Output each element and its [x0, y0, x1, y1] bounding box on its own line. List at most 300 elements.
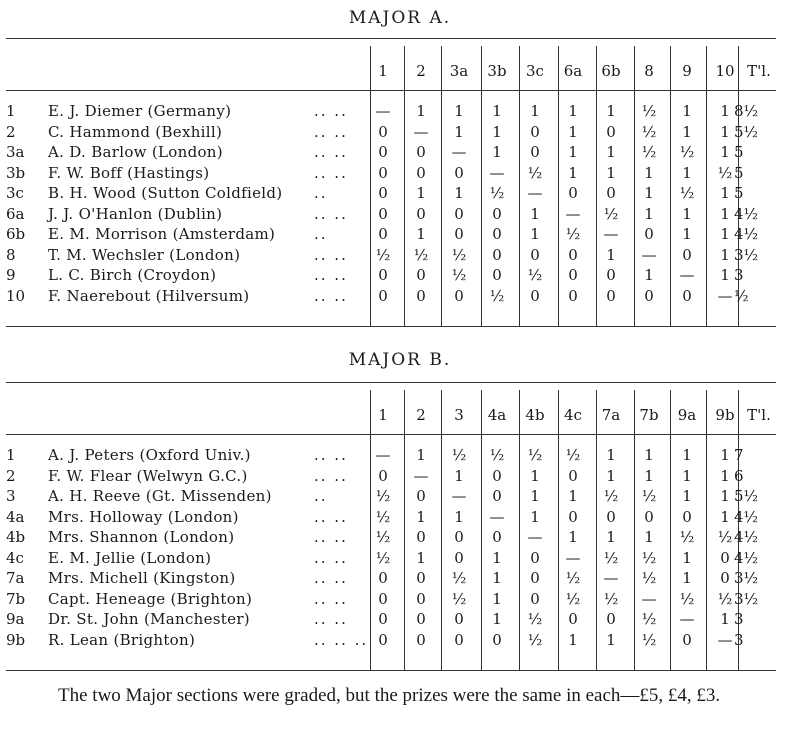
score-cell: 0 [568, 245, 578, 264]
score-cell: ½ [641, 569, 657, 587]
section-title-major-a: MAJOR A. [348, 8, 452, 28]
score-cell: 1 [682, 122, 692, 141]
score-cell: 1 [720, 507, 730, 526]
player-name: E. M. Morrison (Amsterdam) [48, 225, 276, 243]
leader-dots: .. .. [314, 245, 348, 264]
score-cell: ½ [565, 225, 581, 243]
column-header: 3a [449, 62, 469, 80]
leader-dots: .. .. [314, 163, 348, 182]
score-cell: — [489, 507, 505, 526]
score-cell: 1 [530, 204, 540, 223]
column-header: 4a [487, 406, 507, 424]
score-cell: 0 [454, 528, 464, 546]
player-position: 3c [6, 184, 24, 202]
player-name: C. Hammond (Bexhill) [48, 122, 223, 141]
score-cell: — [413, 466, 429, 485]
score-cell: 1 [644, 204, 654, 223]
score-cell: 1 [492, 102, 502, 120]
leader-dots: .. [314, 487, 328, 505]
score-cell: 1 [720, 466, 730, 485]
total-header: T'l. [747, 406, 771, 424]
player-row [6, 205, 776, 225]
score-cell: 1 [492, 548, 502, 567]
player-row [6, 569, 776, 589]
score-cell: 1 [682, 487, 692, 505]
player-position: 2 [6, 466, 16, 485]
score-cell: — [451, 143, 467, 161]
player-total: 7 [734, 446, 744, 464]
score-cell: 1 [454, 102, 464, 120]
score-cell: 0 [378, 630, 388, 649]
leader-dots: .. .. [314, 548, 348, 567]
table-top-rule [6, 38, 776, 39]
player-row [6, 184, 776, 204]
score-cell: ½ [375, 507, 391, 526]
score-cell: 1 [568, 528, 578, 546]
leader-dots: .. .. [314, 569, 348, 587]
score-cell: 1 [492, 569, 502, 587]
score-cell: 0 [378, 225, 388, 243]
column-header: 7a [601, 406, 621, 424]
leader-dots: .. .. [314, 204, 348, 223]
player-position: 2 [6, 122, 16, 141]
score-cell: ½ [641, 548, 657, 567]
score-cell: 0 [378, 466, 388, 485]
player-name: Mrs. Holloway (London) [48, 507, 239, 526]
score-cell: 1 [606, 446, 616, 464]
score-cell: 1 [530, 466, 540, 485]
player-position: 4b [6, 528, 26, 546]
score-cell: 0 [378, 184, 388, 202]
score-cell: 1 [720, 184, 730, 202]
player-total: 4½ [734, 204, 759, 223]
score-cell: 1 [720, 225, 730, 243]
player-position: 9a [6, 610, 25, 628]
player-name: A. H. Reeve (Gt. Missenden) [48, 487, 272, 505]
score-cell: 0 [454, 548, 464, 567]
score-cell: 0 [568, 266, 578, 284]
score-cell: ½ [451, 589, 467, 608]
score-cell: 0 [454, 204, 464, 223]
player-total: 4½ [734, 507, 759, 526]
score-cell: 1 [416, 184, 426, 202]
score-cell: 0 [416, 286, 426, 305]
score-cell: 0 [492, 225, 502, 243]
score-cell: — [717, 630, 733, 649]
player-name: E. J. Diemer (Germany) [48, 102, 232, 120]
score-cell: — [641, 589, 657, 608]
score-cell: — [565, 204, 581, 223]
score-cell: 1 [492, 143, 502, 161]
player-total: 5 [734, 184, 744, 202]
player-position: 3a [6, 143, 25, 161]
score-cell: 1 [606, 245, 616, 264]
score-cell: ½ [717, 528, 733, 546]
score-cell: 1 [644, 184, 654, 202]
player-position: 7b [6, 589, 26, 608]
score-cell: ½ [641, 102, 657, 120]
score-cell: 0 [530, 589, 540, 608]
score-cell: 1 [682, 466, 692, 485]
score-cell: ½ [451, 245, 467, 264]
score-cell: ½ [603, 589, 619, 608]
score-cell: ½ [679, 184, 695, 202]
player-row [6, 287, 776, 307]
leader-dots: .. .. [314, 589, 348, 608]
score-cell: 0 [416, 630, 426, 649]
leader-dots: .. .. [314, 466, 348, 485]
player-total: 5 [734, 143, 744, 161]
score-cell: 1 [568, 143, 578, 161]
score-cell: 0 [416, 589, 426, 608]
score-cell: ½ [489, 446, 505, 464]
player-total: 3 [734, 610, 744, 628]
score-cell: 0 [530, 286, 540, 305]
leader-dots: .. .. [314, 446, 348, 464]
score-cell: 1 [568, 122, 578, 141]
score-cell: 0 [530, 569, 540, 587]
leader-dots: .. .. [314, 102, 348, 120]
player-position: 1 [6, 102, 16, 120]
table-bottom-rule [6, 670, 776, 671]
score-cell: 1 [416, 507, 426, 526]
score-cell: ½ [527, 446, 543, 464]
score-cell: 1 [416, 548, 426, 567]
score-cell: 1 [530, 102, 540, 120]
score-cell: 1 [720, 143, 730, 161]
player-name: B. H. Wood (Sutton Coldfield) [48, 184, 283, 202]
score-cell: ½ [375, 245, 391, 264]
score-cell: 0 [682, 630, 692, 649]
score-cell: ½ [641, 122, 657, 141]
score-cell: 0 [492, 487, 502, 505]
score-cell: 1 [530, 507, 540, 526]
score-cell: ½ [527, 630, 543, 649]
score-cell: 1 [720, 122, 730, 141]
leader-dots: .. .. [314, 286, 348, 305]
player-total: 4½ [734, 225, 759, 243]
score-cell: 0 [454, 163, 464, 182]
player-total: 5½ [734, 122, 759, 141]
score-cell: 0 [530, 245, 540, 264]
player-total: 3½ [734, 589, 759, 608]
score-cell: 1 [644, 446, 654, 464]
player-total: ½ [734, 286, 749, 305]
score-cell: ½ [603, 487, 619, 505]
score-cell: — [717, 286, 733, 305]
column-header: 9a [677, 406, 697, 424]
player-row [6, 508, 776, 528]
score-cell: 1 [644, 266, 654, 284]
score-cell: 1 [682, 225, 692, 243]
score-cell: 0 [416, 528, 426, 546]
player-row [6, 164, 776, 184]
score-cell: 1 [606, 163, 616, 182]
score-cell: 1 [720, 487, 730, 505]
score-cell: 0 [568, 286, 578, 305]
score-cell: 0 [606, 286, 616, 305]
score-cell: ½ [451, 446, 467, 464]
score-cell: 0 [378, 143, 388, 161]
crosstable-major-b [6, 382, 776, 672]
player-total: 5 [734, 163, 744, 182]
score-cell: 1 [606, 102, 616, 120]
leader-dots: .. .. [314, 528, 348, 546]
header-rule [6, 434, 776, 435]
score-cell: ½ [451, 266, 467, 284]
score-cell: 0 [606, 507, 616, 526]
score-cell: 1 [644, 528, 654, 546]
player-name: F. W. Flear (Welwyn G.C.) [48, 466, 248, 485]
score-cell: 0 [416, 204, 426, 223]
leader-dots: .. .. .. [314, 630, 369, 649]
player-total: 3½ [734, 245, 759, 264]
score-cell: 0 [606, 122, 616, 141]
score-cell: 0 [568, 610, 578, 628]
score-cell: 1 [682, 204, 692, 223]
player-row [6, 143, 776, 163]
score-cell: — [451, 487, 467, 505]
score-cell: 0 [720, 569, 730, 587]
score-cell: ½ [565, 569, 581, 587]
score-cell: 0 [492, 630, 502, 649]
score-cell: 1 [568, 163, 578, 182]
player-total: 3½ [734, 569, 759, 587]
score-cell: ½ [679, 589, 695, 608]
score-cell: — [679, 610, 695, 628]
score-cell: 0 [492, 245, 502, 264]
player-name: R. Lean (Brighton) [48, 630, 196, 649]
player-row [6, 528, 776, 548]
leader-dots: .. .. [314, 507, 348, 526]
column-header: 9 [682, 62, 692, 80]
player-row [6, 631, 776, 651]
column-header: 9b [715, 406, 735, 424]
score-cell: ½ [375, 487, 391, 505]
score-cell: — [603, 225, 619, 243]
table-top-rule [6, 382, 776, 383]
score-cell: — [375, 102, 391, 120]
score-cell: 0 [644, 507, 654, 526]
score-cell: 1 [682, 569, 692, 587]
score-cell: 0 [454, 286, 464, 305]
score-cell: 0 [454, 630, 464, 649]
score-cell: 0 [416, 266, 426, 284]
score-cell: ½ [717, 589, 733, 608]
score-cell: 0 [644, 225, 654, 243]
player-row [6, 123, 776, 143]
score-cell: ½ [679, 143, 695, 161]
score-cell: ½ [679, 528, 695, 546]
leader-dots: .. .. [314, 610, 348, 628]
column-header: 6b [601, 62, 621, 80]
player-position: 4a [6, 507, 25, 526]
score-cell: ½ [527, 163, 543, 182]
score-cell: 0 [416, 569, 426, 587]
player-name: Mrs. Shannon (London) [48, 528, 235, 546]
score-cell: ½ [413, 245, 429, 264]
score-cell: 0 [568, 184, 578, 202]
score-cell: 0 [644, 286, 654, 305]
score-cell: — [565, 548, 581, 567]
score-cell: 1 [568, 487, 578, 505]
column-header: 3 [454, 406, 464, 424]
score-cell: 0 [682, 245, 692, 264]
crosstable-major-a [6, 38, 776, 328]
player-row [6, 102, 776, 122]
player-name: J. J. O'Hanlon (Dublin) [48, 204, 223, 223]
score-cell: ½ [641, 610, 657, 628]
score-cell: 0 [530, 122, 540, 141]
score-cell: ½ [641, 143, 657, 161]
player-name: Capt. Heneage (Brighton) [48, 589, 253, 608]
player-position: 9b [6, 630, 26, 649]
player-name: A. D. Barlow (London) [48, 143, 223, 161]
column-header: 3c [526, 62, 544, 80]
player-row [6, 246, 776, 266]
score-cell: ½ [375, 528, 391, 546]
score-cell: 0 [378, 122, 388, 141]
score-cell: 0 [492, 204, 502, 223]
score-cell: — [375, 446, 391, 464]
player-position: 6b [6, 225, 26, 243]
score-cell: 0 [416, 163, 426, 182]
score-cell: 1 [568, 102, 578, 120]
score-cell: ½ [489, 184, 505, 202]
score-cell: ½ [603, 548, 619, 567]
score-cell: 1 [720, 446, 730, 464]
score-cell: 0 [530, 143, 540, 161]
score-cell: ½ [451, 569, 467, 587]
score-cell: 0 [606, 184, 616, 202]
score-cell: 1 [492, 589, 502, 608]
footer-note: The two Major sections were graded, but the prizes were the same in each—£5, £4, £3. [58, 685, 721, 706]
score-cell: 1 [606, 630, 616, 649]
player-name: A. J. Peters (Oxford Univ.) [48, 446, 251, 464]
score-cell: 1 [530, 225, 540, 243]
score-cell: 1 [720, 610, 730, 628]
score-cell: 0 [378, 286, 388, 305]
score-cell: 1 [720, 102, 730, 120]
leader-dots: .. [314, 184, 328, 202]
score-cell: ½ [489, 286, 505, 305]
total-header: T'l. [747, 62, 771, 80]
score-cell: 0 [568, 466, 578, 485]
player-total: 6 [734, 466, 744, 485]
score-cell: — [603, 569, 619, 587]
player-name: T. M. Wechsler (London) [48, 245, 241, 264]
player-total: 4½ [734, 528, 759, 546]
player-row [6, 610, 776, 630]
column-header: 1 [378, 406, 388, 424]
player-total: 4½ [734, 548, 759, 567]
score-cell: ½ [565, 446, 581, 464]
score-cell: ½ [565, 589, 581, 608]
score-cell: 0 [606, 266, 616, 284]
column-header: 3b [487, 62, 507, 80]
score-cell: 0 [378, 569, 388, 587]
column-header: 2 [416, 406, 426, 424]
leader-dots: .. .. [314, 122, 348, 141]
header-rule [6, 90, 776, 91]
leader-dots: .. .. [314, 143, 348, 161]
score-cell: ½ [527, 610, 543, 628]
score-cell: 0 [682, 286, 692, 305]
score-cell: — [413, 122, 429, 141]
score-cell: 1 [644, 466, 654, 485]
player-row [6, 549, 776, 569]
column-header: 4b [525, 406, 545, 424]
score-cell: — [679, 266, 695, 284]
score-cell: ½ [375, 548, 391, 567]
score-cell: 1 [720, 204, 730, 223]
column-header: 1 [378, 62, 388, 80]
player-name: Dr. St. John (Manchester) [48, 610, 250, 628]
column-header: 8 [644, 62, 654, 80]
player-position: 1 [6, 446, 16, 464]
player-row [6, 590, 776, 610]
player-row [6, 467, 776, 487]
player-total: 3 [734, 630, 744, 649]
score-cell: — [489, 163, 505, 182]
score-cell: 0 [568, 507, 578, 526]
score-cell: 1 [416, 225, 426, 243]
player-position: 3b [6, 163, 26, 182]
score-cell: 1 [606, 143, 616, 161]
score-cell: 1 [454, 507, 464, 526]
column-header: 7b [639, 406, 659, 424]
score-cell: 0 [378, 589, 388, 608]
score-cell: 0 [492, 266, 502, 284]
player-row [6, 487, 776, 507]
score-cell: ½ [603, 204, 619, 223]
player-name: E. M. Jellie (London) [48, 548, 212, 567]
player-position: 3 [6, 487, 16, 505]
column-header: 10 [715, 62, 735, 80]
score-cell: 1 [606, 528, 616, 546]
score-cell: 1 [720, 266, 730, 284]
score-cell: 1 [606, 466, 616, 485]
column-header: 4c [564, 406, 582, 424]
score-cell: 1 [644, 163, 654, 182]
score-cell: 0 [720, 548, 730, 567]
score-cell: ½ [641, 487, 657, 505]
score-cell: 0 [606, 610, 616, 628]
player-total: 8½ [734, 102, 759, 120]
score-cell: — [527, 184, 543, 202]
score-cell: — [527, 528, 543, 546]
score-cell: 0 [492, 528, 502, 546]
player-position: 6a [6, 204, 25, 223]
player-position: 9 [6, 266, 16, 284]
score-cell: 0 [378, 610, 388, 628]
player-name: F. W. Boff (Hastings) [48, 163, 210, 182]
score-cell: 1 [454, 466, 464, 485]
score-cell: 0 [682, 507, 692, 526]
column-header: 2 [416, 62, 426, 80]
player-total: 3 [734, 266, 744, 284]
score-cell: 1 [568, 630, 578, 649]
player-name: F. Naerebout (Hilversum) [48, 286, 250, 305]
player-position: 10 [6, 286, 26, 305]
score-cell: ½ [641, 630, 657, 649]
score-cell: 0 [378, 163, 388, 182]
score-cell: — [641, 245, 657, 264]
player-row [6, 225, 776, 245]
score-cell: 0 [530, 548, 540, 567]
player-position: 8 [6, 245, 16, 264]
score-cell: 1 [416, 102, 426, 120]
